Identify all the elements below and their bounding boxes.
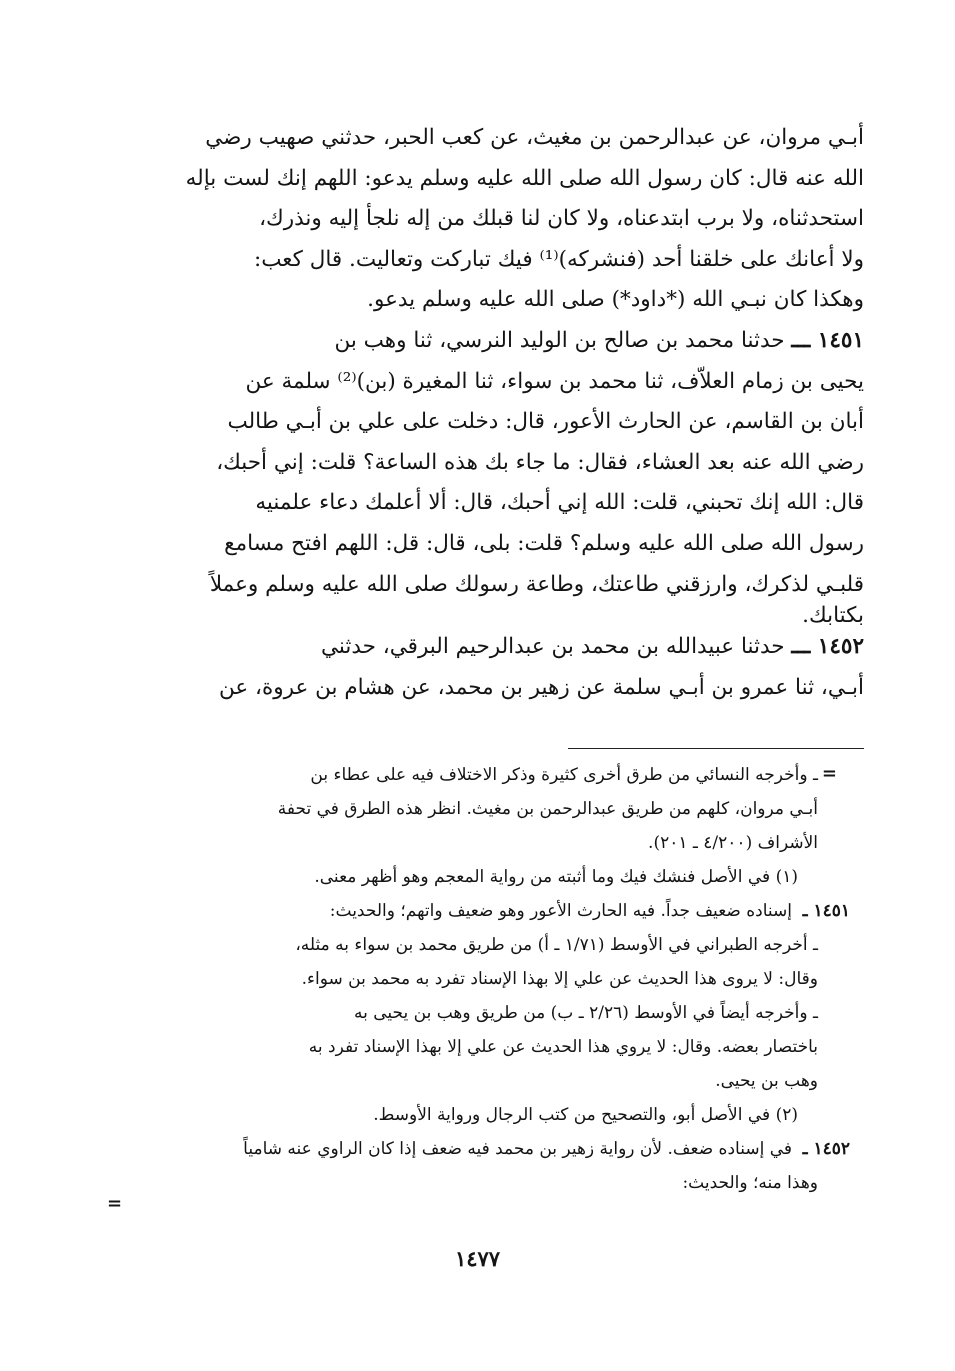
- text-line: رسول الله صلى الله عليه وسلم؟ قلت: بلى، قال: قل: اللهم افتح مسامع: [224, 530, 864, 556]
- text-line: حدثنا محمد بن صالح بن الوليد النرسي، ثنا وهب بن: [334, 327, 785, 353]
- text-line: أبـي مروان، عن عبدالرحمن بن مغيث، عن كعب الحبر، حدثني صهيب رضي: [205, 125, 864, 150]
- footnote-line: أبـي مروان، كلهم من طريق عبدالرحمن بن مغيث. انظر هذه الطرق في تحفة: [277, 799, 818, 819]
- text-line: ولا أعانك على خلقنا أحد (فنشركه)⁽¹⁾ فيك تباركت وتعاليت. قال كعب:: [253, 246, 864, 272]
- footnotes: [110, 758, 850, 1200]
- footnote-hadith-1451: ١٤٥١ ـ إسناده ضعيف جداً. فيه الحارث الأعور وهو ضعيف واتهم؛ والحديث:: [110, 894, 850, 928]
- footnote-line: ـ وأخرجه أيضاً في الأوسط (٢/٢٦ ـ ب) من طريق وهب بن يحيى به: [354, 1003, 818, 1023]
- footnote-label-1451: ١٤٥١ ـ: [802, 901, 850, 921]
- footnote-line: وهذا منه؛ والحديث:: [682, 1173, 818, 1193]
- footnote-line: ـ أخرجه الطبراني في الأوسط (١/٧١ ـ أ) من طريق محمد بن سواء به مثله،: [295, 935, 818, 955]
- footnote-1: (١) في الأصل فنشك فيك وما أثبته من رواية المعجم وهو أظهر معنى.: [314, 867, 798, 887]
- text-line: استحدثناه، ولا برب ابتدعناه، ولا كان لنا قبلك من إله نلجأ إليه ونذرك،: [259, 206, 864, 232]
- text-line: بكتابك.: [802, 603, 864, 629]
- footnote-line: وهب بن يحيى.: [715, 1071, 818, 1091]
- hadith-number-1451: ١٤٥١ ـــ: [791, 327, 864, 353]
- text-line: قلبـي لذكرك، وارزقني طاعتك، وطاعة رسولك صلى الله عليه وسلم وعملاً: [209, 571, 864, 597]
- footnote-separator: [568, 748, 864, 749]
- page-number: ١٤٧٧: [454, 1246, 501, 1271]
- text-line: يحيى بن زمام العلاّف، ثنا محمد بن سواء، ثنا المغيرة (بن)⁽²⁾ سلمة عن: [245, 368, 864, 394]
- footnote-label-1452: ١٤٥٢ ـ: [802, 1139, 850, 1159]
- text-line: أبان بن القاسم، عن الحارث الأعور، قال: دخلت على علي بن أبـي طالب: [227, 409, 864, 435]
- text-line: وهكذا كان نبـي الله (*داود*) صلى الله عليه وسلم يدعو.: [367, 287, 864, 313]
- footnote-line: باختصار بعضه. وقال: لا يروي هذا الحديث عن علي إلا بهذا الإسناد تفرد به: [308, 1037, 818, 1057]
- footnote-hadith-1452: ١٤٥٢ ـ في إسناده ضعف. لأن رواية زهير بن محمد فيه ضعف إذا كان الراوي عنه شامياً: [110, 1132, 850, 1166]
- hadith-number-1452: ١٤٥٢ ـــ: [791, 634, 864, 660]
- continuation-mark: =: [821, 763, 837, 784]
- main-text: [138, 118, 864, 708]
- text-line: الله عنه قال: كان رسول الله صلى الله عليه وسلم يدعو: اللهم إنك لست بإله: [185, 165, 864, 191]
- text-line: أبـي، ثنا عمرو بن أبـي سلمة عن زهير بن محمد، عن هشام بن عروة، عن: [219, 674, 864, 700]
- text-line: حدثنا عبيدالله بن محمد بن عبدالرحيم البرقي، حدثني: [321, 634, 785, 660]
- footnote-2: (٢) في الأصل أبو، والتصحيح من كتب الرجال ورواية الأوسط.: [373, 1105, 798, 1125]
- text-line: قال: الله إنك تحبني، قلت: الله إني أحبك، قال: ألا أعلمك دعاء علمنيه: [255, 490, 864, 516]
- footnote-line: الأشراف (٤/٢٠٠ ـ ٢٠١).: [648, 833, 818, 853]
- text-line: رضي الله عنه بعد العشاء، فقال: ما جاء بك هذه الساعة؟ قلت: إني أحبك،: [216, 449, 864, 475]
- hadith-1451-first-line: [138, 321, 864, 362]
- footnote-line: وقال: لا يروى هذا الحديث عن علي إلا بهذا الإسناد تفرد به محمد بن سواء.: [301, 969, 818, 989]
- continuation-mark-end: =: [107, 1193, 123, 1214]
- hadith-1452-first-line: [138, 627, 864, 668]
- footnote-line: ـ وأخرجه النسائي من طرق أخرى كثيرة وذكر الاختلاف فيه على عطاء بن: [310, 765, 818, 785]
